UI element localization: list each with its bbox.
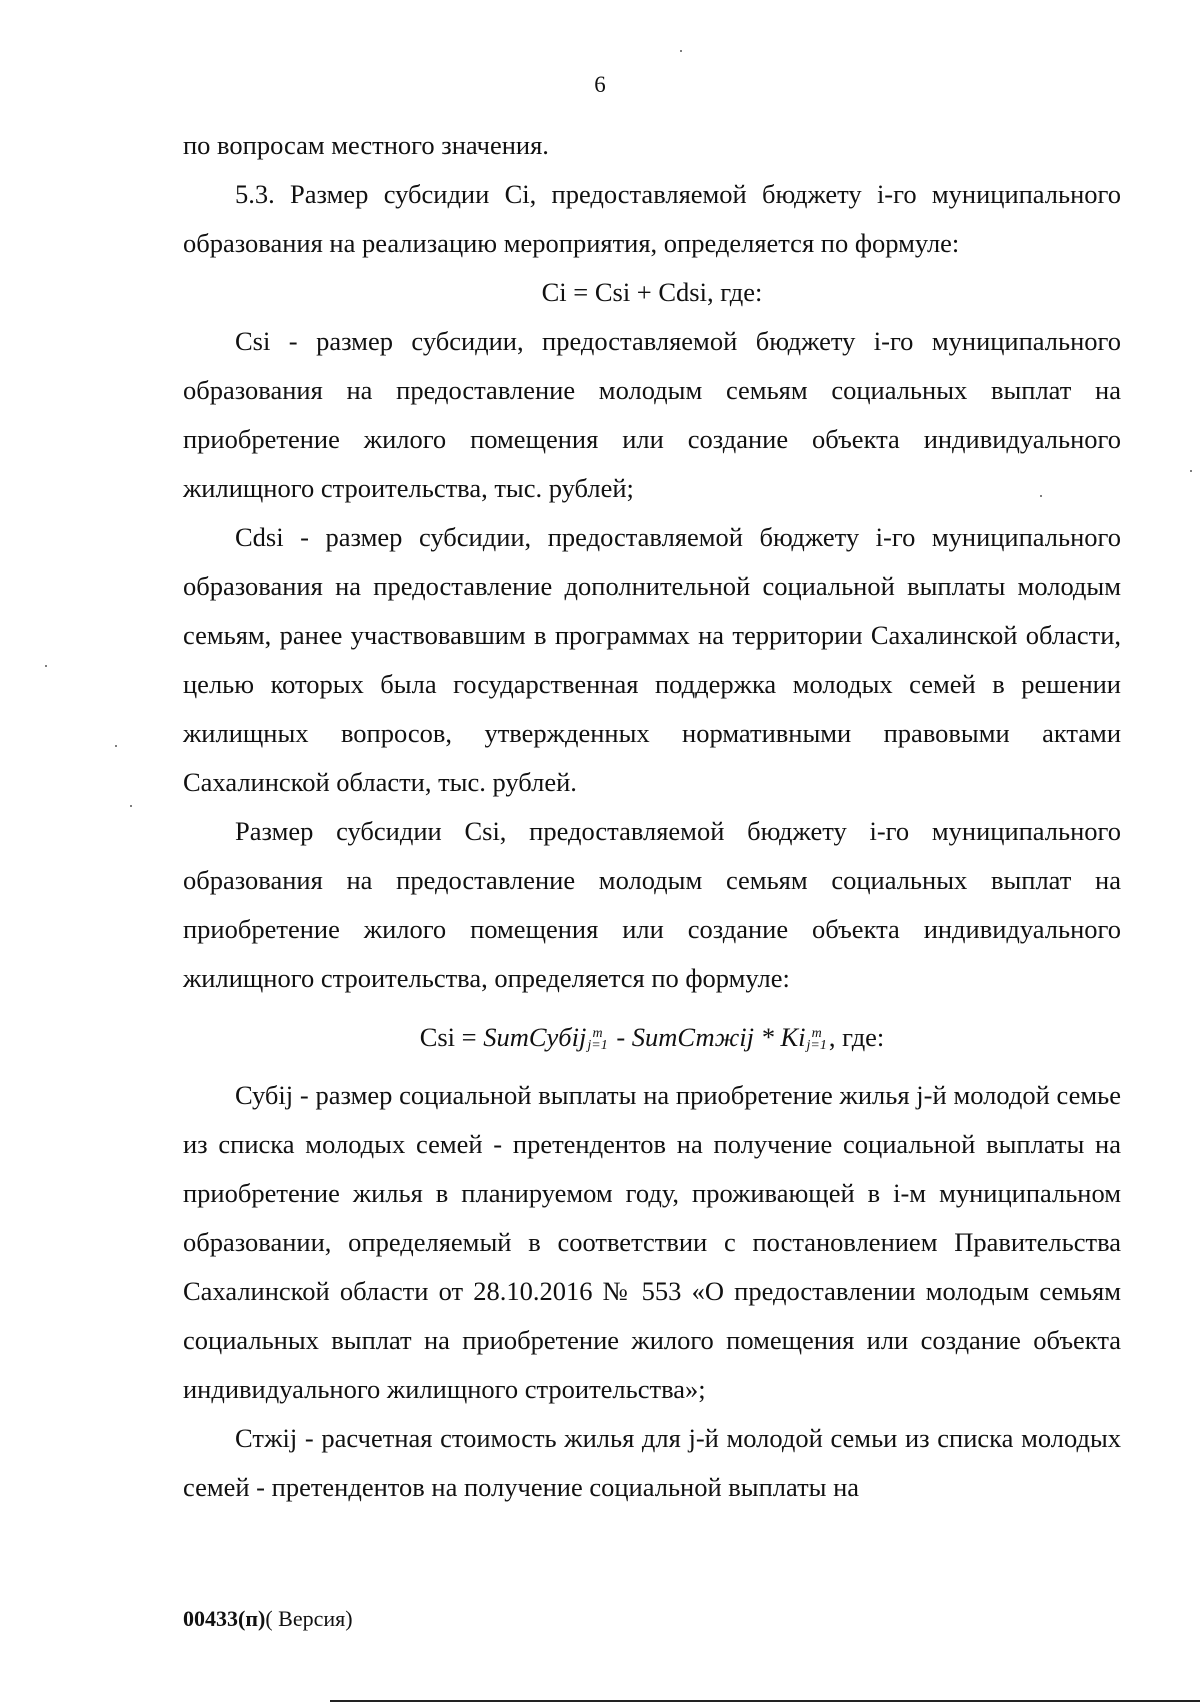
paragraph-subij-definition: Субij - размер социальной выплаты на приобретение жилья j-й молодой семье из списка молодых семей - претендентов на получение социальной выплаты на приобретение жилья в планируемом году, проживающей в i-м муниципальном образовании, определяемый в соответствии с постановлением Правительства Сахалинской области от 28.10.2016 № 553 «О предоставлении молодым семьям социальных выплат на приобретение жилого помещения или создание объекта индивидуального жилищного строительства»; bbox=[183, 1080, 1121, 1404]
formula-csi-sub-2: j=1 bbox=[806, 1037, 827, 1053]
scan-speck bbox=[130, 805, 132, 807]
formula-csi-term2: SumСтжij bbox=[631, 1022, 754, 1052]
formula-csi bbox=[183, 1009, 1121, 1065]
footer-version: ( Версия) bbox=[265, 1606, 353, 1631]
formula-csi-limits-1 bbox=[587, 1025, 608, 1053]
paragraph-csi-size: Размер субсидии Csi, предоставляемой бюджету i-го муниципального образования на предоставление молодым семьям социальных выплат на приобретение жилого помещения или создание объекта индивидуального жилищного строительства, определяется по формуле: bbox=[183, 816, 1121, 993]
bottom-rule bbox=[330, 1700, 1200, 1702]
formula-csi-term1: SumСубij bbox=[483, 1022, 587, 1052]
document-body bbox=[183, 121, 1121, 1512]
formula-csi-sup-2: m bbox=[811, 1025, 822, 1041]
scan-speck bbox=[680, 50, 682, 52]
document-footer bbox=[183, 1606, 353, 1632]
formula-csi-sub-1: j=1 bbox=[587, 1037, 608, 1053]
scan-speck bbox=[45, 665, 47, 667]
paragraph-continuation: по вопросам местного значения. bbox=[183, 130, 549, 160]
paragraph-5-3: 5.3. Размер субсидии Ci, предоставляемой бюджету i-го муниципального образования на реализацию мероприятия, определяется по формуле: bbox=[183, 179, 1121, 258]
paragraph-stzhij-definition: Стжij - расчетная стоимость жилья для j-й молодой семьи из списка молодых семей - претендентов на получение социальной выплаты на bbox=[183, 1423, 1121, 1502]
formula-csi-minus: - bbox=[609, 1022, 632, 1052]
formula-csi-sup-1: m bbox=[592, 1025, 603, 1041]
scan-speck bbox=[1190, 470, 1192, 472]
formula-csi-term3: Ki bbox=[780, 1022, 806, 1052]
scan-speck bbox=[115, 745, 117, 747]
formula-csi-limits-2 bbox=[806, 1025, 827, 1053]
formula-csi-lhs: Csi = bbox=[419, 1022, 484, 1052]
scan-speck bbox=[1040, 495, 1042, 497]
paragraph-csi-definition: Csi - размер субсидии, предоставляемой бюджету i-го муниципального образования на предоставление молодым семьям социальных выплат на приобретение жилого помещения или создание объекта индивидуального жилищного строительства, тыс. рублей; bbox=[183, 326, 1121, 503]
footer-code: 00433(п) bbox=[183, 1606, 266, 1631]
formula-ci: Ci = Csi + Cdsi, где: bbox=[541, 277, 763, 307]
page-number: 6 bbox=[594, 72, 606, 97]
paragraph-cdsi-definition: Cdsi - размер субсидии, предоставляемой бюджету i-го муниципального образования на предоставление дополнительной социальной выплаты молодым семьям, ранее участвовавшим в программах на территории Сахалинской области, целью которых была государственная поддержка молодых семей в решении жилищных вопросов, утвержденных нормативными правовыми актами Сахалинской области, тыс. рублей. bbox=[183, 522, 1121, 797]
formula-csi-tail: , где: bbox=[828, 1022, 885, 1052]
formula-csi-times: * bbox=[754, 1022, 781, 1052]
